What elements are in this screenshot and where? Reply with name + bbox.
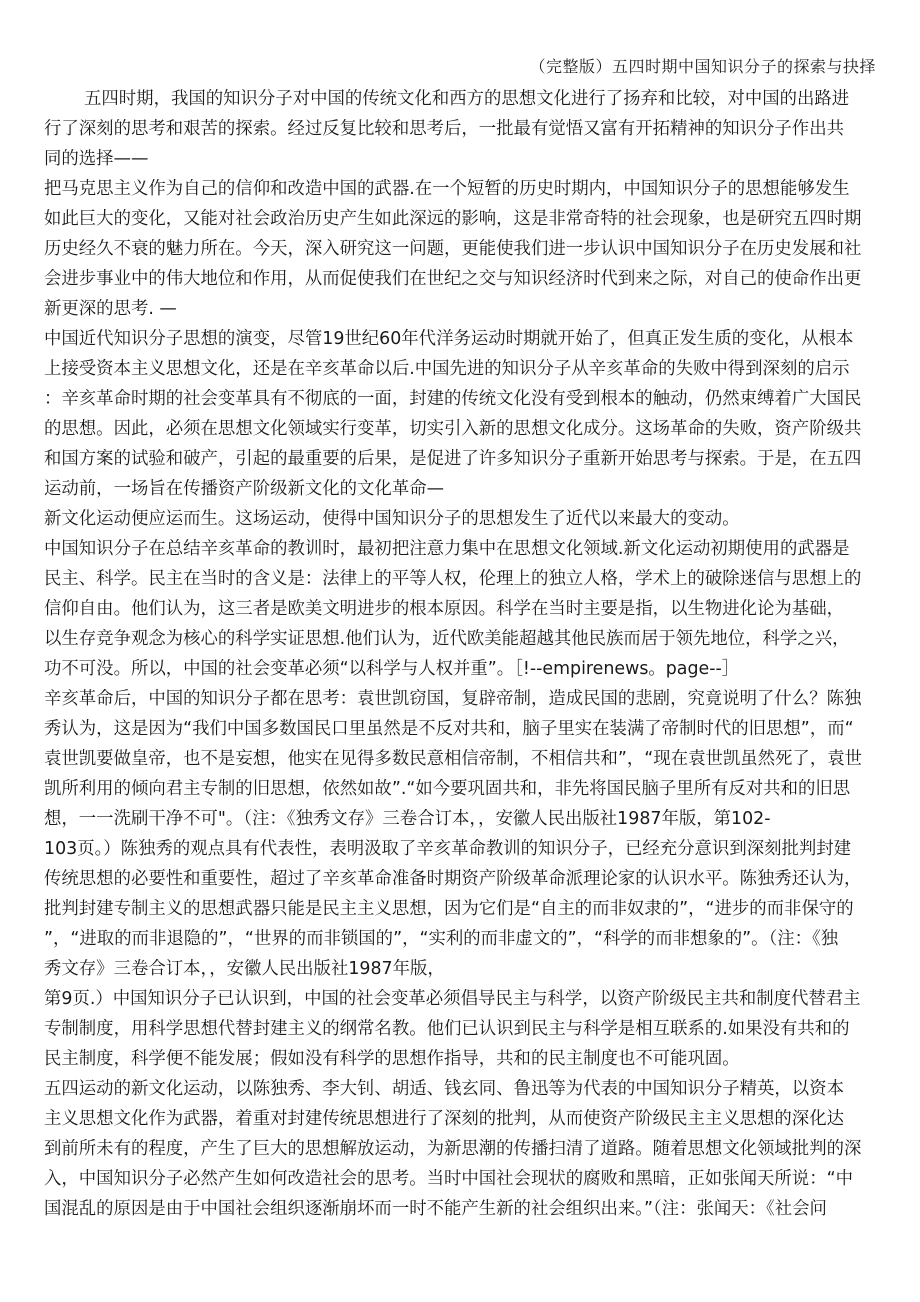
text-line: 同的选择—— [44, 149, 149, 169]
text-line: 到前所未有的程度，产生了巨大的思想解放运动，为新思潮的传播扫清了道路。随着思想文化领域批判的深 [44, 1139, 862, 1159]
text-line: 新文化运动便应运而生。这场运动，使得中国知识分子的思想发生了近代以来最大的变动。 [44, 509, 740, 529]
text-line: 以生存竞争观念为核心的科学实证思想.他们认为，近代欧美能超越其他民族而居于领先地位，科学之兴， [44, 629, 850, 649]
text-line: 的思想。因此，必须在思想文化领域实行变革，切实引入新的思想文化成分。这场革命的失败，资产阶级共 [44, 419, 862, 439]
text-line: 秀文存》三卷合订本，，安徽人民出版社1987年版， [44, 959, 445, 979]
text-line: 历史经久不衰的魅力所在。今天，深入研究这一问题，更能使我们进一步认识中国知识分子在历史发展和社 [44, 239, 862, 259]
text-line: 民主、科学。民主在当时的含义是：法律上的平等人权，伦理上的独立人格，学术上的破除迷信与思想上的 [44, 569, 862, 589]
text-line: 如此巨大的变化，又能对社会政治历史产生如此深远的影响，这是非常奇特的社会现象，也是研究五四时期 [44, 209, 862, 229]
text-line: 民主制度，科学便不能发展；假如没有科学的思想作指导，共和的民主制度也不可能巩固。 [44, 1049, 740, 1069]
text-line: 行了深刻的思考和艰苦的探索。经过反复比较和思考后，一批最有觉悟又富有开拓精神的知识分子作出共 [44, 119, 844, 139]
text-line: 中国近代知识分子思想的演变，尽管19世纪60年代洋务运动时期就开始了，但真正发生质的变化，从根本 [44, 329, 854, 349]
text-line: 新更深的思考. — [44, 299, 177, 319]
text-line: 国混乱的原因是由于中国社会组织逐渐崩坏而一时不能产生新的社会组织出来。”（注：张闻天：《社会问 [44, 1199, 827, 1219]
text-line: 凯所利用的倾向君主专制的旧思想，依然如故”.“如今要巩固共和，非先将国民脑子里所有反对共和的旧思 [44, 779, 851, 799]
text-line: 中国知识分子在总结辛亥革命的教训时，最初把注意力集中在思想文化领域.新文化运动初期使用的武器是 [44, 539, 850, 559]
text-line: ：辛亥革命时期的社会变革具有不彻底的一面，封建的传统文化没有受到根本的触动，仍然束缚着广大国民 [44, 389, 862, 409]
text-line: 会进步事业中的伟大地位和作用，从而促使我们在世纪之交与知识经济时代到来之际，对自己的使命作出更 [44, 269, 862, 289]
text-line: 功不可没。所以，中国的社会变革必须“以科学与人权并重”。［!--empirenews。page--］ [44, 659, 740, 679]
text-line: 把马克思主义作为自己的信仰和改造中国的武器.在一个短暂的历史时期内，中国知识分子的思想能够发生 [44, 179, 850, 199]
text-line: ”，“进取的而非退隐的”，“世界的而非锁国的”，“实利的而非虚文的”，“科学的而非想象的”。（注：《独 [44, 929, 839, 949]
text-line: 第9页.）中国知识分子已认识到，中国的社会变革必须倡导民主与科学，以资产阶级民主共和制度代替君主 [44, 989, 861, 1009]
text-line: 想，一一洗刷干净不可"。（注：《独秀文存》三卷合订本，，安徽人民出版社1987年版，第102- [44, 809, 771, 829]
text-line: 运动前，一场旨在传播资产阶级新文化的文化革命— [44, 479, 444, 499]
document-header-title: （完整版）五四时期中国知识分子的探索与抉择 [529, 57, 876, 76]
text-line: 主义思想文化作为武器，着重对封建传统思想进行了深刻的批判，从而使资产阶级民主主义思想的深化达 [44, 1109, 844, 1129]
text-line: 五四时期，我国的知识分子对中国的传统文化和西方的思想文化进行了扬弃和比较，对中国的出路进 [84, 89, 850, 109]
text-line: 传统思想的必要性和重要性，超过了辛亥革命准备时期资产阶级革命派理论家的认识水平。陈独秀还认为， [44, 869, 862, 889]
text-line: 五四运动的新文化运动，以陈独秀、李大钊、胡适、钱玄同、鲁迅等为代表的中国知识分子精英，以资本 [44, 1079, 844, 1099]
document-body [44, 84, 880, 1224]
text-line: 103页。）陈独秀的观点具有代表性，表明汲取了辛亥革命教训的知识分子，已经充分意识到深刻批判封建 [44, 839, 852, 859]
text-line: 秀认为，这是因为“我们中国多数国民口里虽然是不反对共和，脑子里实在装满了帝制时代的旧思想”，而“ [44, 719, 854, 739]
text-line: 上接受资本主义思想文化，还是在辛亥革命以后.中国先进的知识分子从辛亥革命的失败中得到深刻的启示 [44, 359, 850, 379]
text-line: 和国方案的试验和破产，引起的最重要的后果，是促进了许多知识分子重新开始思考与探索。于是，在五四 [44, 449, 862, 469]
text-line: 辛亥革命后，中国的知识分子都在思考：袁世凯窃国，复辟帝制，造成民国的悲剧，究竟说明了什么？陈独 [44, 689, 862, 709]
text-line: 专制制度，用科学思想代替封建主义的纲常名教。他们已认识到民主与科学是相互联系的.如果没有共和的 [44, 1019, 850, 1039]
text-line: 批判封建专制主义的思想武器只能是民主主义思想，因为它们是“自主的而非奴隶的”，“进步的而非保守的 [44, 899, 854, 919]
text-line: 信仰自由。他们认为，这三者是欧美文明进步的根本原因。科学在当时主要是指，以生物进化论为基础， [44, 599, 844, 619]
text-line: 入，中国知识分子必然产生如何改造社会的思考。当时中国社会现状的腐败和黑暗，正如张闻天所说：“中 [44, 1169, 853, 1189]
text-line: 袁世凯要做皇帝，也不是妄想，他实在见得多数民意相信帝制，不相信共和”，“现在袁世凯虽然死了，袁世 [44, 749, 862, 769]
